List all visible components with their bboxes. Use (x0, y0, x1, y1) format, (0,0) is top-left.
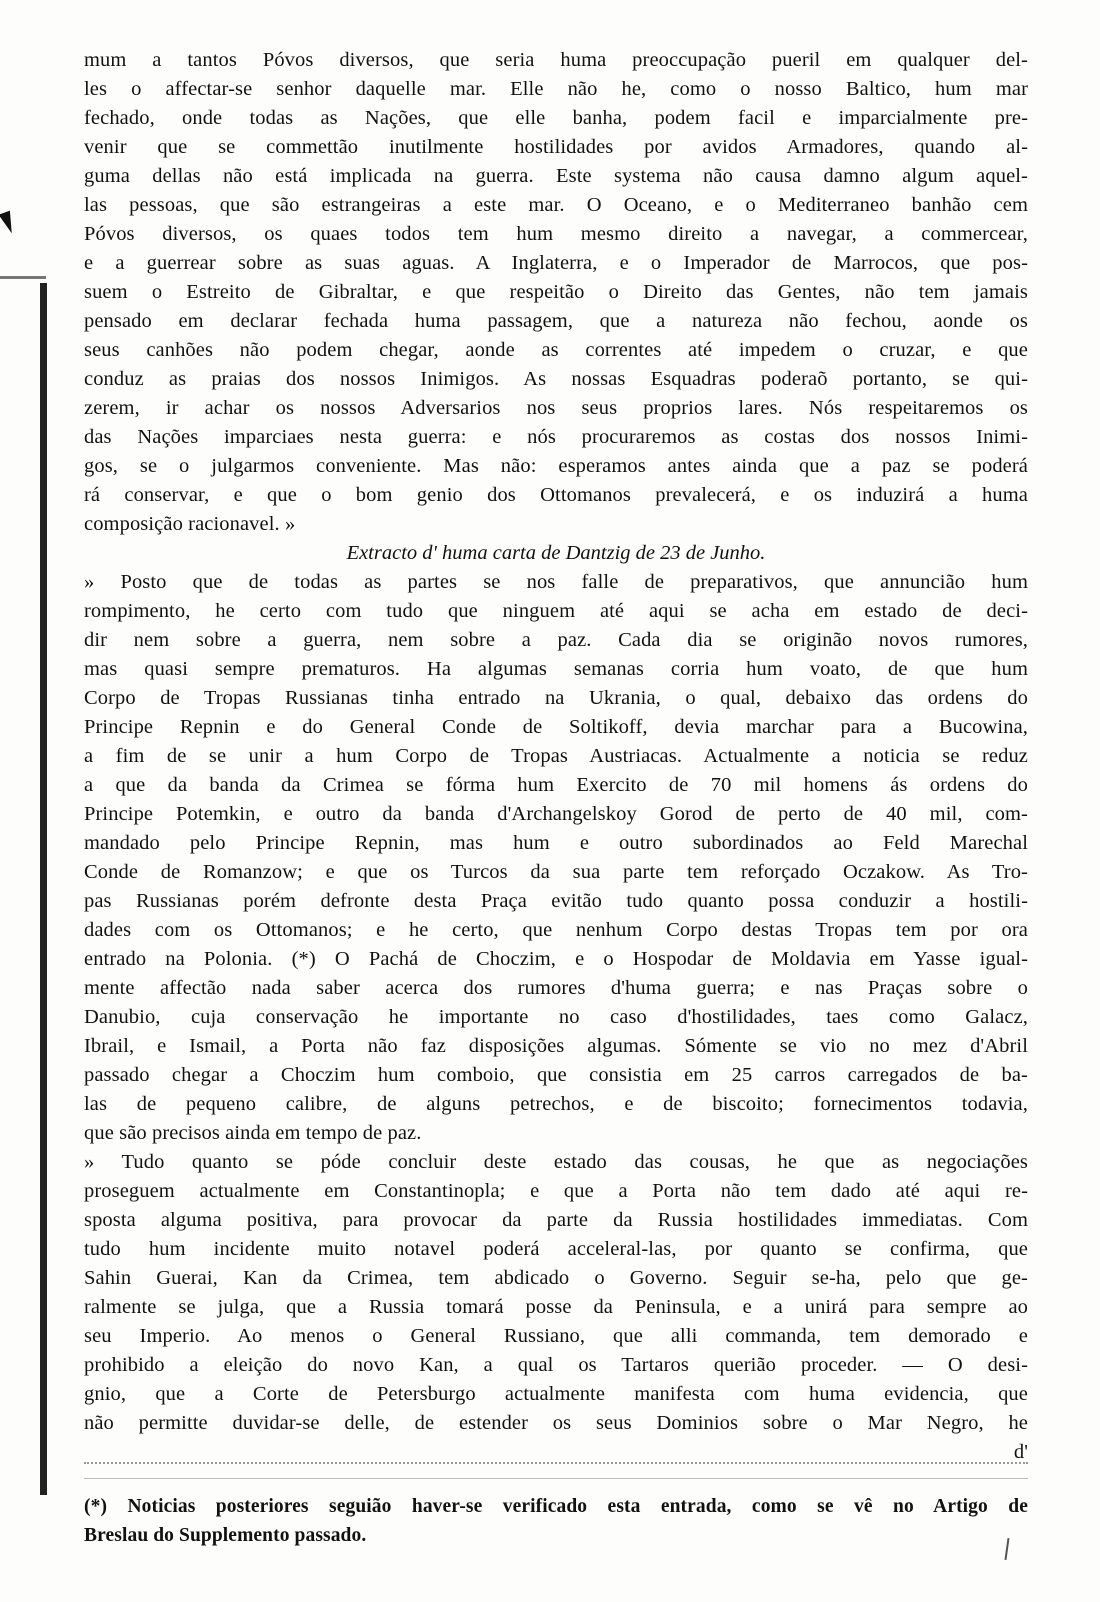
text-line: les o affectar-se senhor daquelle mar. Elle não he, como o nosso Baltico, hum mar (84, 78, 1028, 100)
text-line: Póvos diversos, os quaes todos tem hum mesmo direito a navegar, a commercear, (84, 223, 1028, 245)
text-line: guma dellas não está implicada na guerra. Este systema não causa damno algum aquel- (84, 165, 1028, 187)
text-line: rompimento, he certo com tudo que ninguem até aqui se acha em estado de deci- (84, 600, 1028, 622)
text-line: conduz as praias dos nossos Inimigos. As nossas Esquadras poderaõ portanto, se qui- (84, 368, 1028, 390)
text-line: ralmente se julga, que a Russia tomará posse da Peninsula, e a unirá para sempre ao (84, 1296, 1028, 1318)
text-line: entrado na Polonia. (*) O Pachá de Choczim, e o Hospodar de Moldavia em Yasse igual- (84, 948, 1028, 970)
text-line: Sahin Guerai, Kan da Crimea, tem abdicado o Governo. Seguir se-ha, pelo que ge- (84, 1267, 1028, 1289)
text-line: Principe Repnin e do General Conde de Soltikoff, devia marchar para a Bucowina, (84, 716, 1028, 738)
text-line: seu Imperio. Ao menos o General Russiano, que alli commanda, tem demorado e (84, 1325, 1028, 1347)
text-line: a fim de se unir a hum Corpo de Tropas Austriacas. Actualmente a noticia se reduz (84, 745, 1028, 767)
margin-arrow-mark (0, 211, 17, 236)
text-line: » Tudo quanto se póde concluir deste estado das cousas, he que as negociações (84, 1151, 1028, 1173)
text-line: pensado em declarar fechada huma passagem, que a natureza não fechou, aonde os (84, 310, 1028, 332)
text-line: fechado, onde todas as Nações, que elle banha, podem facil e imparcialmente pre- (84, 107, 1028, 129)
footnote (84, 1492, 1028, 1550)
text-line: Danubio, cuja conservação he importante no caso d'hostilidades, taes como Galacz, (84, 1006, 1028, 1028)
text-line: gnio, que a Corte de Petersburgo actualmente manifesta com huma evidencia, que (84, 1383, 1028, 1405)
catchword: d' (1013, 1441, 1028, 1463)
text-line: seus canhões não podem chegar, aonde as correntes até impedem o cruzar, e que (84, 339, 1028, 361)
text-line: mum a tantos Póvos diversos, que seria huma preoccupação pueril em qualquer del- (84, 49, 1028, 71)
text-line: não permitte duvidar-se delle, de estender os seus Dominios sobre o Mar Negro, he (84, 1412, 1028, 1434)
text-line: passado chegar a Choczim hum comboio, que consistia em 25 carros carregados de ba- (84, 1064, 1028, 1086)
text-line: Corpo de Tropas Russianas tinha entrado na Ukrania, o qual, debaixo das ordens do (84, 687, 1028, 709)
margin-bracket-rule (40, 283, 47, 1495)
text-line: dades com os Ottomanos; e he certo, que nenhum Corpo destas Tropas tem por ora (84, 919, 1028, 941)
footnote-separator (84, 1478, 1028, 1479)
paragraph-1 (84, 46, 1028, 539)
text-line: tudo hum incidente muito notavel poderá acceleral-las, por quanto se confirma, que (84, 1238, 1028, 1260)
text-line: las de pequeno calibre, de alguns petrechos, e de biscoito; fornecimentos todavia, (84, 1093, 1028, 1115)
section-heading: Extracto d' huma carta de Dantzig de 23 de Junho. (346, 542, 766, 564)
text-line: Conde de Romanzow; e que os Turcos da sua parte tem reforçado Oczakow. As Tro- (84, 861, 1028, 883)
illegible-signature-line (84, 1462, 1028, 1474)
text-line: zerem, ir achar os nossos Adversarios nos seus proprios lares. Nós respeitaremos os (84, 397, 1028, 419)
text-line: das Nações imparciaes nesta guerra: e nós procuraremos as costas dos nossos Inimi- (84, 426, 1028, 448)
article-body (84, 46, 1028, 1467)
text-line: rá conservar, e que o bom genio dos Ottomanos prevalecerá, e os induzirá a huma (84, 484, 1028, 506)
text-line: e a guerrear sobre as suas aguas. A Inglaterra, e o Imperador de Marrocos, que pos- (84, 252, 1028, 274)
paragraph-2 (84, 568, 1028, 1148)
text-line: proseguem actualmente em Constantinopla; e que a Porta não tem dado até aqui re- (84, 1180, 1028, 1202)
text-line: las pessoas, que são estrangeiras a este mar. O Oceano, e o Mediterraneo banhão cem (84, 194, 1028, 216)
text-line: mandado pelo Principe Repnin, mas hum e outro subordinados ao Feld Marechal (84, 832, 1028, 854)
margin-tick (0, 276, 46, 279)
text-line: a que da banda da Crimea se fórma hum Exercito de 70 mil homens ás ordens do (84, 774, 1028, 796)
text-line: prohibido a eleição do novo Kan, a qual os Tartaros querião proceder. — O desi- (84, 1354, 1028, 1376)
text-line: mas quasi sempre prematuros. Ha algumas semanas corria hum voato, de que hum (84, 658, 1028, 680)
text-line: Principe Potemkin, e outro da banda d'Archangelskoy Gorod de perto de 40 mil, com- (84, 803, 1028, 825)
text-line: Ibrail, e Ismail, a Porta não faz disposições algumas. Sómente se vio no mez d'Abril (84, 1035, 1028, 1057)
paragraph-3 (84, 1148, 1028, 1438)
text-line: pas Russianas porém defronte desta Praça evitão tudo quanto possa conduzir a hostili- (84, 890, 1028, 912)
text-line: venir que se commettão inutilmente hostilidades por avidos Armadores, quando al- (84, 136, 1028, 158)
text-line: mente affectão nada saber acerca dos rumores d'huma guerra; e nas Praças sobre o (84, 977, 1028, 999)
text-line: gos, se o julgarmos conveniente. Mas não: esperamos antes ainda que a paz se poderá (84, 455, 1028, 477)
text-line: que são precisos ainda em tempo de paz. (84, 1122, 422, 1144)
text-line: sposta alguma positiva, para provocar da parte da Russia hostilidades immediatas. Com (84, 1209, 1028, 1231)
text-line: dir nem sobre a guerra, nem sobre a paz. Cada dia se originão novos rumores, (84, 629, 1028, 651)
text-line: » Posto que de todas as partes se nos falle de preparativos, que annuncião hum (84, 571, 1028, 593)
footnote-line: Breslau do Supplemento passado. (84, 1525, 367, 1546)
text-line: suem o Estreito de Gibraltar, e que respeitão o Direito das Gentes, não tem jamais (84, 281, 1028, 303)
footnote-line: (*) Noticias posteriores seguião haver-se verificado esta entrada, como se vê no Artigo de (84, 1496, 1028, 1517)
text-line: composição racionavel. » (84, 513, 296, 535)
